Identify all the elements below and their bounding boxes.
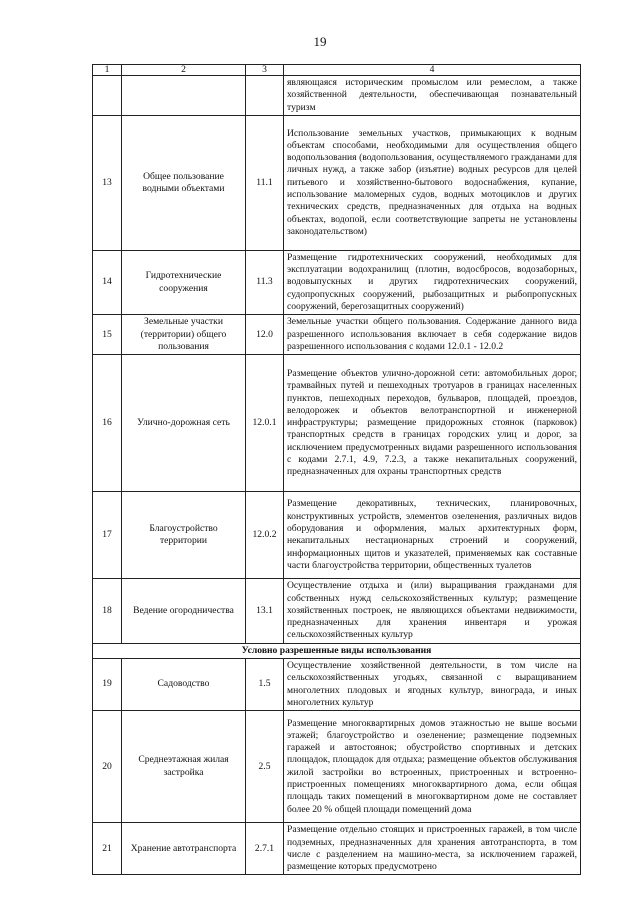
use-description: Размещение объектов улично-дорожной сети: автомобильных дорог, трамвайных путей и пешеходных тротуаров в границах населенных пунктов, пешеходных переходов, бульваров, площадей, проездов, велодорожек и объектов велотранспортной и инженерной инфраструктуры; размещение придорожных стоянок (парковок) транспортных средств в границах городских улиц и дорог, за исключением предусмотренных видами разрешенного использования с кодами 2.7.1, 4.9, 7.2.3, а также некапитальных сооружений, предназначенных для охраны транспортных средств: [284, 355, 581, 492]
row-number: 17: [93, 492, 122, 579]
use-name: Земельные участки (территории) общего пользования: [122, 315, 246, 355]
column-header: 1: [93, 65, 122, 76]
land-use-table: [92, 64, 581, 875]
use-name: Общее пользование водными объектами: [122, 115, 246, 250]
table-row: [93, 823, 581, 875]
row-number: 18: [93, 579, 122, 643]
use-name: Гидротехнические сооружения: [122, 250, 246, 314]
table-row: [93, 711, 581, 823]
use-description: Осуществление отдыха и (или) выращивания гражданами для собственных нужд сельскохозяйственных культур; размещение хозяйственных построек, не являющихся объектами недвижимости, предназначенных для хранения инвентаря и урожая сельскохозяйственных культур: [284, 579, 581, 643]
row-number: 15: [93, 315, 122, 355]
row-number: 14: [93, 250, 122, 314]
use-code: 11.1: [246, 115, 284, 250]
use-code: 1.5: [246, 659, 284, 711]
section-title: Условно разрешенные виды использования: [93, 643, 581, 658]
description-cell: являющаяся историческим промыслом или ремеслом, а также хозяйственной деятельности, обеспечивающая познавательный туризм: [284, 76, 581, 116]
row-number: 21: [93, 823, 122, 875]
use-description: Использование земельных участков, примыкающих к водным объектам способами, необходимыми для осуществления общего водопользования (водопользования, осуществляемого гражданами для личных нужд, а также забор (изъятие) водных ресурсов для целей питьевого и хозяйственно-бытового водоснабжения, купание, использование маломерных судов, водных мотоциклов и других технических средств, предназначенных для отдыха на водных объектах, водопой, если соответствующие запреты не установлены законодательством): [284, 115, 581, 250]
header-row: [93, 65, 581, 76]
table-row: [93, 115, 581, 250]
table-row: [93, 579, 581, 643]
row-number: 20: [93, 711, 122, 823]
table-row: [93, 355, 581, 492]
use-description: Земельные участки общего пользования. Содержание данного вида разрешенного использования включает в себя содержание видов разрешенного использования с кодами 12.0.1 - 12.0.2: [284, 315, 581, 355]
use-code: 2.5: [246, 711, 284, 823]
row-number: 13: [93, 115, 122, 250]
column-header: 3: [246, 65, 284, 76]
use-name: Среднеэтажная жилая застройка: [122, 711, 246, 823]
use-description: Размещение гидротехнических сооружений, необходимых для эксплуатации водохранилищ (плотин, водосбросов, водозаборных, водовыпускных и других гидротехнических сооружений, судопропускных сооружений, рыбозащитных и рыбопропускных сооружений, берегозащитных сооружений): [284, 250, 581, 314]
row-number: 16: [93, 355, 122, 492]
use-name: Хранение автотранспорта: [122, 823, 246, 875]
use-description: Осуществление хозяйственной деятельности, в том числе на сельскохозяйственных угодьях, связанной с выращиванием многолетних плодовых и ягодных культур, винограда, и иных многолетних культур: [284, 659, 581, 711]
table-row: [93, 659, 581, 711]
use-code: 12.0.2: [246, 492, 284, 579]
use-name: Садоводство: [122, 659, 246, 711]
column-header: 4: [284, 65, 581, 76]
use-name: Ведение огородничества: [122, 579, 246, 643]
use-name: Улично-дорожная сеть: [122, 355, 246, 492]
table-row: [93, 315, 581, 355]
use-description: Размещение отдельно стоящих и пристроенных гаражей, в том числе подземных, предназначенных для хранения автотранспорта, в том числе с разделением на машино-места, за исключением гаражей, размещение которых предусмотрено: [284, 823, 581, 875]
continuation-row: [93, 76, 581, 116]
use-description: Размещение декоративных, технических, планировочных, конструктивных устройств, элементов озеленения, различных видов оборудования и оформления, малых архитектурных форм, некапитальных нестационарных строений и сооружений, информационных щитов и указателей, применяемых как составные части благоустройства территории, общественных туалетов: [284, 492, 581, 579]
use-code: 13.1: [246, 579, 284, 643]
use-code: 12.0.1: [246, 355, 284, 492]
use-name: Благоустройство территории: [122, 492, 246, 579]
table-row: [93, 250, 581, 314]
table-row: [93, 492, 581, 579]
column-header: 2: [122, 65, 246, 76]
page-number: 19: [313, 34, 327, 49]
use-code: 11.3: [246, 250, 284, 314]
row-number: 19: [93, 659, 122, 711]
section-row: [93, 643, 581, 658]
use-code: 2.7.1: [246, 823, 284, 875]
use-description: Размещение многоквартирных домов этажностью не выше восьми этажей; благоустройство и озеленение; размещение подземных гаражей и автостоянок; обустройство спортивных и детских площадок, площадок для отдыха; размещение объектов обслуживания жилой застройки во встроенных, пристроенных и встроенно-пристроенных помещениях многоквартирного дома, если общая площадь таких помещений в многоквартирном доме не составляет более 20 % общей площади помещений дома: [284, 711, 581, 823]
use-code: 12.0: [246, 315, 284, 355]
